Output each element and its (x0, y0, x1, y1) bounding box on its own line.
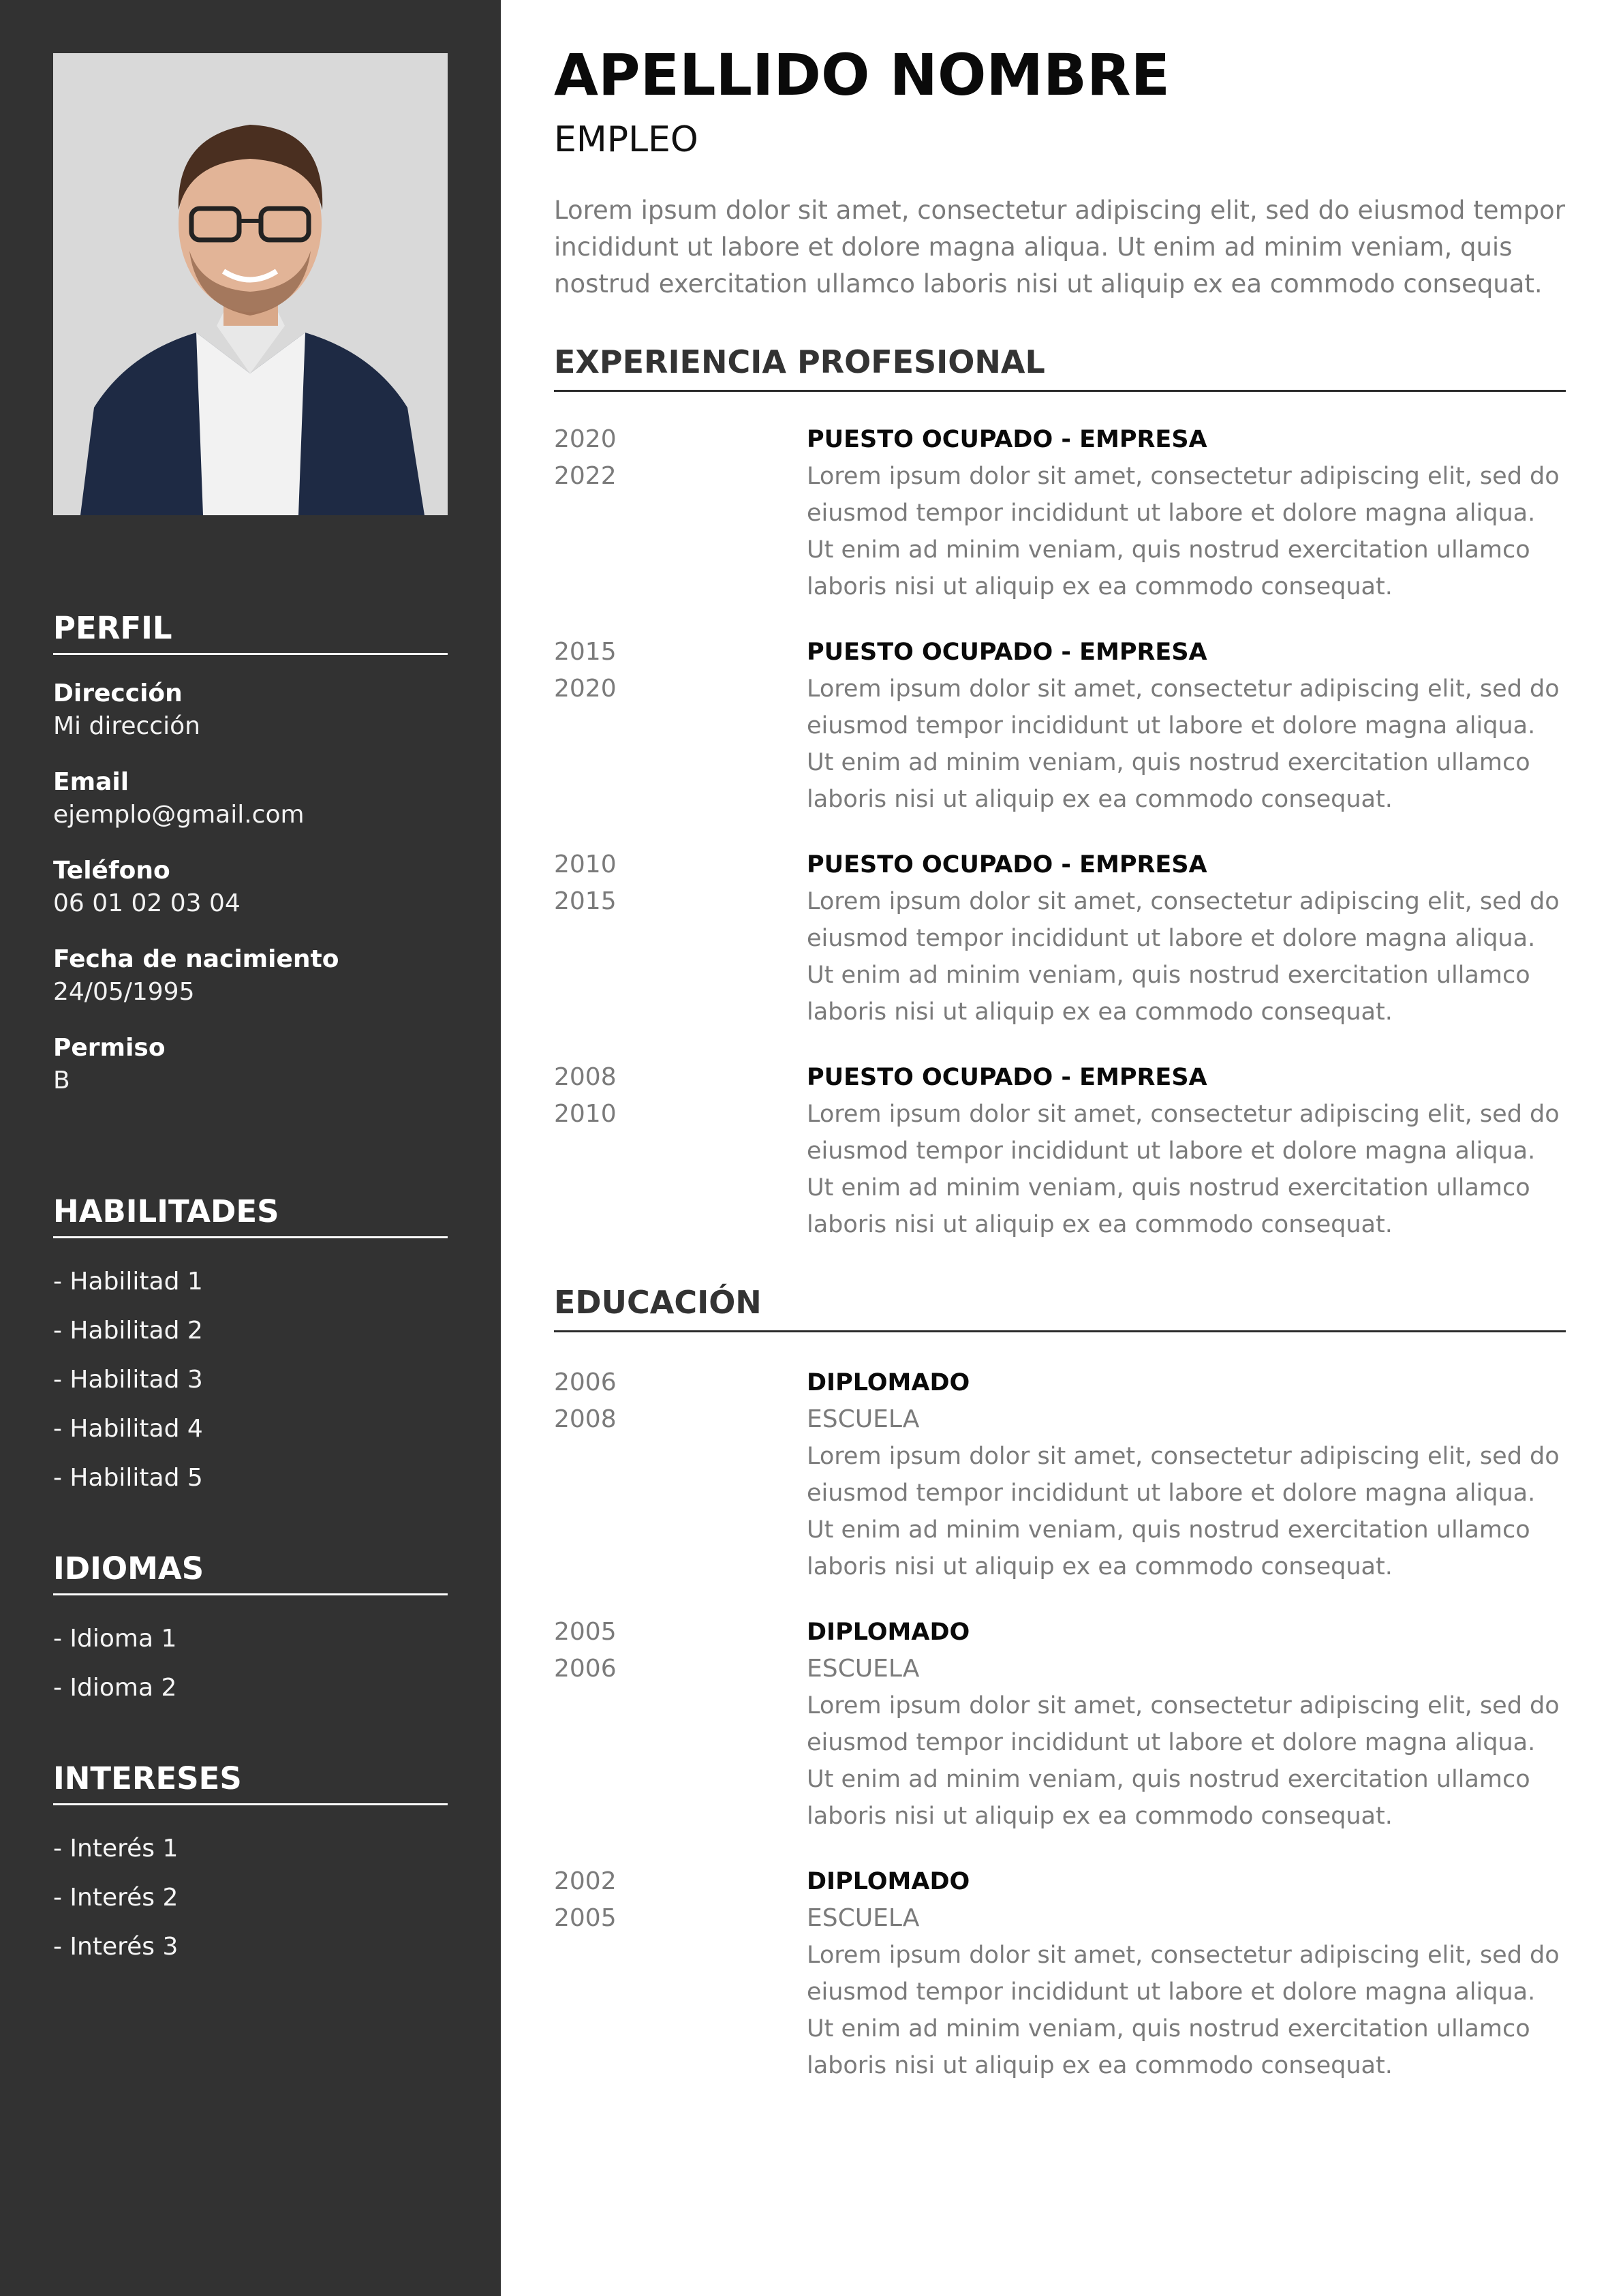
languages-section (53, 1548, 448, 1713)
entry-description: Lorem ipsum dolor sit amet, consectetur adipiscing elit, sed do eiusmod tempor incididunt ut labore et dolore magna aliqua. Ut enim ad minim veniam, quis nostrud exercitation ullamco laboris nisi ut aliquip ex ea commodo consequat. (807, 1443, 1560, 1580)
interests-heading: INTERESES (53, 1758, 448, 1805)
languages-heading: IDIOMAS (53, 1548, 448, 1595)
year-end: 2020 (554, 675, 617, 703)
year-end: 2005 (554, 1904, 617, 1932)
phone-value: 06 01 02 03 04 (53, 889, 241, 917)
intro-text: Lorem ipsum dolor sit amet, consectetur adipiscing elit, sed do eiusmod tempor incididunt ut labore et dolore magna aliqua. Ut enim ad minim veniam, quis nostrud exercitation ullamco laboris nisi ut aliquip ex ea commodo consequat. (554, 196, 1565, 299)
entry-title: PUESTO OCUPADO - EMPRESA (807, 1064, 1207, 1091)
skills-list (53, 1257, 448, 1503)
entry-description: Lorem ipsum dolor sit amet, consectetur adipiscing elit, sed do eiusmod tempor incididunt ut labore et dolore magna aliqua. Ut enim ad minim veniam, quis nostrud exercitation ullamco laboris nisi ut aliquip ex ea commodo consequat. (807, 888, 1560, 1026)
list-item: - Interés 1 (53, 1835, 179, 1863)
languages-list (53, 1614, 448, 1713)
year-start: 2020 (554, 425, 617, 453)
entry-title: PUESTO OCUPADO - EMPRESA (807, 639, 1207, 666)
job-title: EMPLEO (554, 119, 698, 160)
list-item: - Interés 2 (53, 1884, 179, 1912)
license-value: B (53, 1067, 70, 1095)
list-item: - Habilitad 1 (53, 1268, 203, 1296)
entry-content (807, 1614, 1566, 1835)
entry-years (554, 1863, 758, 1937)
portrait-illustration (53, 53, 448, 515)
list-item: - Idioma 2 (53, 1674, 177, 1702)
year-start: 2002 (554, 1867, 617, 1895)
year-end: 2008 (554, 1405, 617, 1433)
profile-heading: PERFIL (53, 608, 448, 655)
year-end: 2015 (554, 887, 617, 915)
list-item: - Habilitad 4 (53, 1415, 203, 1443)
profile-section (53, 608, 448, 1098)
entry-content (807, 1863, 1566, 2084)
entry-years (554, 1364, 758, 1438)
entry-description: Lorem ipsum dolor sit amet, consectetur adipiscing elit, sed do eiusmod tempor incididunt ut labore et dolore magna aliqua. Ut enim ad minim veniam, quis nostrud exercitation ullamco laboris nisi ut aliquip ex ea commodo consequat. (807, 675, 1560, 813)
entry-content (807, 846, 1566, 1030)
interests-list (53, 1824, 448, 1972)
year-start: 2005 (554, 1618, 617, 1646)
entry-title: DIPLOMADO (807, 1868, 970, 1895)
entry-title: PUESTO OCUPADO - EMPRESA (807, 851, 1207, 878)
entry-years (554, 421, 758, 495)
year-start: 2006 (554, 1368, 617, 1396)
year-start: 2010 (554, 851, 617, 878)
entry-content (807, 634, 1566, 818)
entry-content (807, 1364, 1566, 1585)
entry-content (807, 1059, 1566, 1243)
list-item: - Habilitad 3 (53, 1366, 203, 1394)
entry-years (554, 846, 758, 920)
experience-heading: EXPERIENCIA PROFESIONAL (554, 341, 1566, 392)
entry-school: ESCUELA (807, 1904, 920, 1932)
birth-label: Fecha de nacimiento (53, 945, 339, 973)
skills-section (53, 1191, 448, 1503)
entry-years (554, 1059, 758, 1133)
interests-section (53, 1758, 448, 1972)
email-label: Email (53, 768, 129, 796)
address-value: Mi dirección (53, 712, 200, 740)
entry-description: Lorem ipsum dolor sit amet, consectetur adipiscing elit, sed do eiusmod tempor incididunt ut labore et dolore magna aliqua. Ut enim ad minim veniam, quis nostrud exercitation ullamco laboris nisi ut aliquip ex ea commodo consequat. (807, 463, 1560, 600)
year-end: 2006 (554, 1655, 617, 1683)
year-start: 2015 (554, 638, 617, 666)
candidate-name: APELLIDO NOMBRE (554, 42, 1171, 108)
email-value: ejemplo@gmail.com (53, 801, 305, 829)
entry-description: Lorem ipsum dolor sit amet, consectetur adipiscing elit, sed do eiusmod tempor incididunt ut labore et dolore magna aliqua. Ut enim ad minim veniam, quis nostrud exercitation ullamco laboris nisi ut aliquip ex ea commodo consequat. (807, 1692, 1560, 1830)
education-heading: EDUCACIÓN (554, 1281, 1566, 1332)
entry-school: ESCUELA (807, 1655, 920, 1683)
list-item: - Idioma 1 (53, 1625, 177, 1653)
year-start: 2008 (554, 1063, 617, 1091)
entry-title: PUESTO OCUPADO - EMPRESA (807, 426, 1207, 453)
entry-description: Lorem ipsum dolor sit amet, consectetur adipiscing elit, sed do eiusmod tempor incididunt ut labore et dolore magna aliqua. Ut enim ad minim veniam, quis nostrud exercitation ullamco laboris nisi ut aliquip ex ea commodo consequat. (807, 1942, 1560, 2079)
license-label: Permiso (53, 1034, 166, 1062)
list-item: - Habilitad 5 (53, 1464, 203, 1492)
entry-description: Lorem ipsum dolor sit amet, consectetur adipiscing elit, sed do eiusmod tempor incididunt ut labore et dolore magna aliqua. Ut enim ad minim veniam, quis nostrud exercitation ullamco laboris nisi ut aliquip ex ea commodo consequat. (807, 1101, 1560, 1238)
entry-years (554, 634, 758, 707)
sidebar (0, 0, 501, 2296)
birth-value: 24/05/1995 (53, 978, 195, 1006)
entry-content (807, 421, 1566, 605)
year-end: 2022 (554, 462, 617, 490)
profile-photo (53, 53, 448, 515)
entry-years (554, 1614, 758, 1687)
entry-title: DIPLOMADO (807, 1619, 970, 1646)
entry-school: ESCUELA (807, 1405, 920, 1433)
list-item: - Interés 3 (53, 1933, 179, 1961)
phone-label: Teléfono (53, 857, 170, 885)
address-label: Dirección (53, 679, 183, 707)
list-item: - Habilitad 2 (53, 1317, 203, 1345)
year-end: 2010 (554, 1100, 617, 1128)
skills-heading: HABILITADES (53, 1191, 448, 1238)
entry-title: DIPLOMADO (807, 1369, 970, 1396)
